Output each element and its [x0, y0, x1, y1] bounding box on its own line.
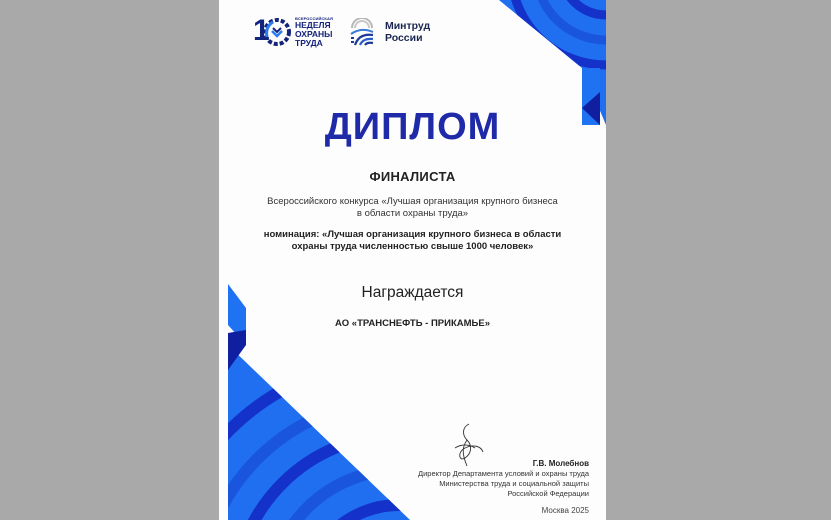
week-label-line2: ОХРАНЫ	[295, 29, 333, 39]
decorative-blue-shapes	[219, 0, 606, 520]
contest-description	[219, 196, 606, 220]
ministry-name	[385, 20, 430, 44]
nomination-description	[219, 229, 606, 253]
signer-name: Г.В. Молебнов	[532, 459, 589, 468]
week-label-line1: НЕДЕЛЯ	[295, 20, 331, 30]
header-logos	[253, 14, 430, 50]
contest-line1: Всероссийского конкурса «Лучшая организация крупного бизнеса	[267, 196, 558, 207]
safety-week-logo	[253, 14, 333, 50]
ministry-name-line1: Минтруд	[384, 20, 431, 32]
signer-position-line2: Министерства труда и социальной защиты	[439, 479, 589, 488]
diploma-subtitle: ФИНАЛИСТА	[369, 169, 456, 184]
gear-heart-icon	[263, 17, 291, 47]
ministry-name-line2: России	[384, 32, 423, 44]
nomination-line1: номинация: «Лучшая организация крупного бизнеса в области	[263, 229, 562, 240]
diploma-title: ДИПЛОМ	[324, 106, 501, 148]
ministry-emblem-icon	[349, 18, 375, 46]
safety-week-text	[295, 16, 333, 48]
nomination-line2: охраны труда численностью свыше 1000 человек»	[291, 241, 534, 252]
signer-block	[418, 459, 589, 499]
signer-position-line3: Российской Федерации	[507, 489, 589, 498]
ministry-logo	[349, 18, 430, 46]
ten-years-emblem	[253, 14, 293, 50]
diploma-document	[219, 0, 606, 520]
awarded-label: Награждается	[361, 284, 464, 301]
contest-line2: в области охраны труда»	[356, 208, 469, 219]
signer-position-line1: Директор Департамента условий и охраны труда	[418, 469, 589, 478]
emblem-digit: 1	[253, 14, 270, 47]
week-label-line3: ТРУДА	[295, 38, 323, 48]
recipient-organization: АО «ТРАНСНЕФТЬ - ПРИКАМЬЕ»	[335, 318, 490, 329]
place-and-date: Москва 2025	[541, 506, 589, 515]
week-label-small: ВСЕРОССИЙСКАЯ	[295, 16, 333, 21]
